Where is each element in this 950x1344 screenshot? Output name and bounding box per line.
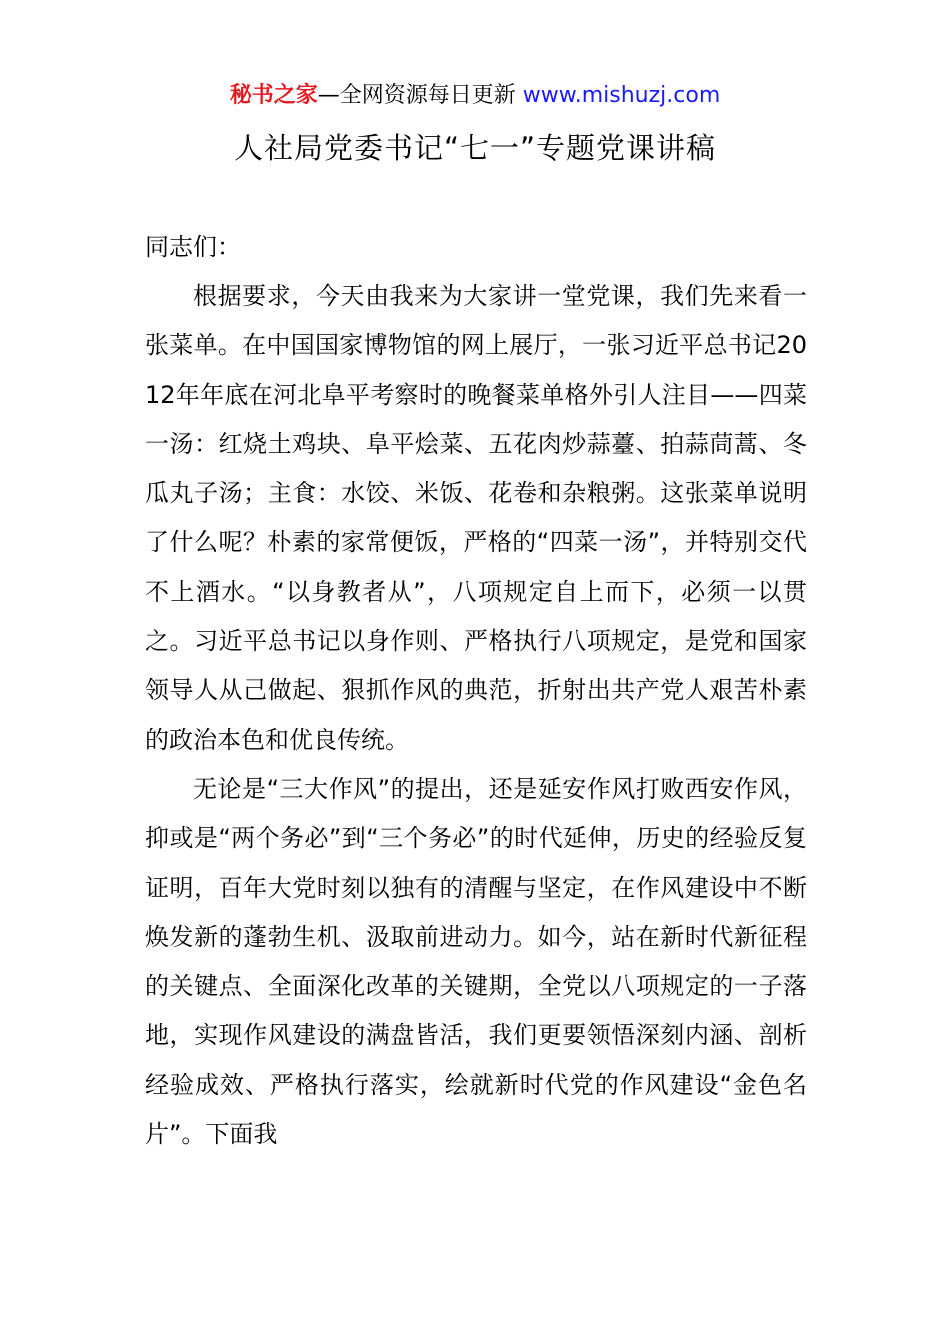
paragraph-2: 无论是“三大作风”的提出，还是延安作风打败西安作风，抑或是“两个务必”到“三个务必”的时代延伸，历史的经验反复证明，百年大党时刻以独有的清醒与坚定，在作风建设中不断焕发新的蓬勃生机、汲取前进动力。如今，站在新时代新征程的关键点、全面深化改革的关键期，全党以八项规定的一子落地，实现作风建设的满盘皆活，我们更要领悟深刻内涵、剖析经验成效、严格执行落实，绘就新时代党的作风建设“金色名片”。下面我 — [145, 774, 807, 1149]
document-title: 人社局党委书记“七一”专题党课讲稿 — [233, 131, 717, 165]
salutation: 同志们： — [145, 233, 241, 261]
header-tagline: —全网资源每日更新 — [317, 83, 516, 108]
site-header — [0, 80, 950, 112]
brand-name: 秘书之家 — [229, 83, 318, 108]
document-body — [145, 222, 807, 1159]
site-url-link[interactable]: www.mishuzj.com — [522, 83, 721, 108]
paragraph-1: 根据要求，今天由我来为大家讲一堂党课，我们先来看一张菜单。在中国国家博物馆的网上展厅，一张习近平总书记2012年年底在河北阜平考察时的晚餐菜单格外引人注目——四菜一汤：红烧土鸡块、阜平烩菜、五花肉炒蒜薹、拍蒜茼蒿、冬瓜丸子汤；主食：水饺、米饭、花卷和杂粮粥。这张菜单说明了什么呢？朴素的家常便饭，严格的“四菜一汤”，并特别交代不上酒水。“以身教者从”，八项规定自上而下，必须一以贯之。习近平总书记以身作则、严格执行八项规定，是党和国家领导人从己做起、狠抓作风的典范，折射出共产党人艰苦朴素的政治本色和优良传统。 — [145, 282, 807, 754]
